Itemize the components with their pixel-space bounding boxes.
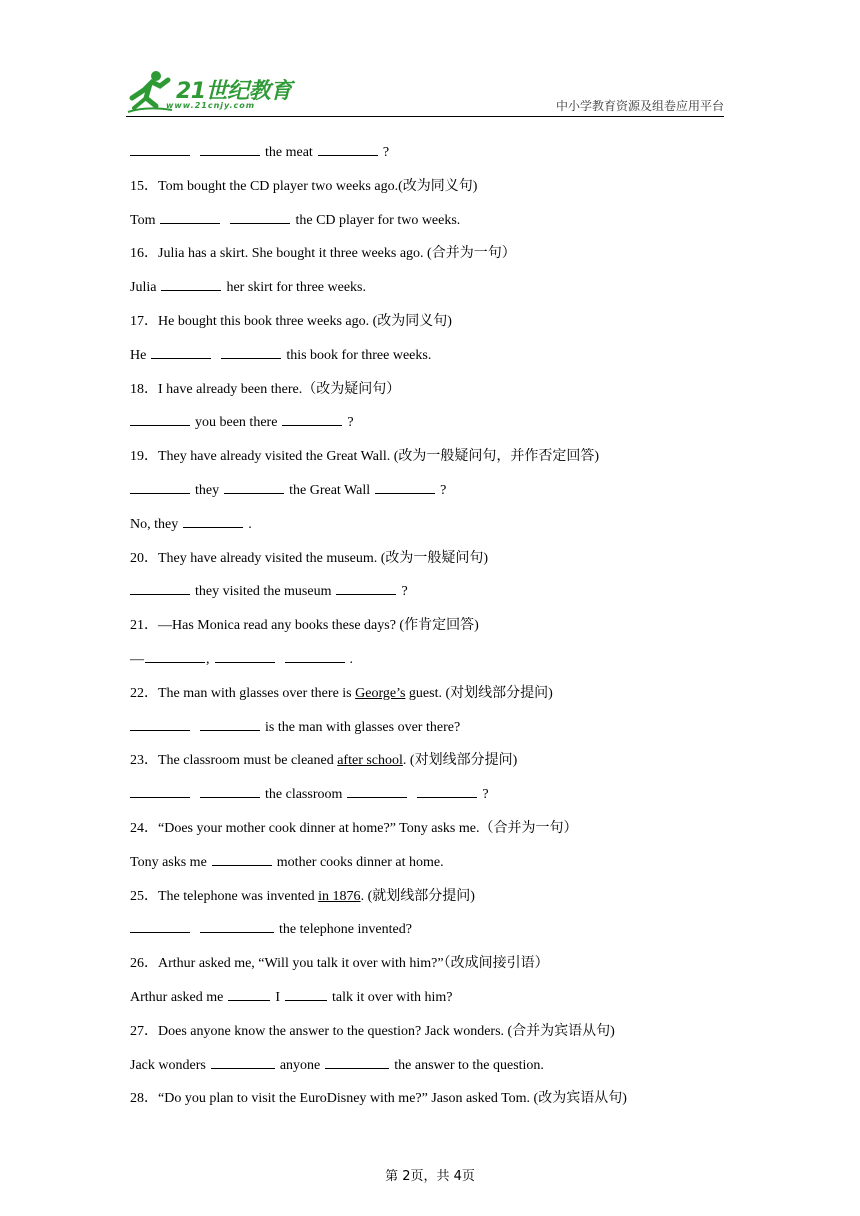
question-23	[130, 749, 730, 783]
underlined-text: in 1876	[318, 888, 361, 904]
line-text: the answer to the question.	[394, 1057, 544, 1073]
question-text: “Do you plan to visit the EuroDisney with me?” Jason asked Tom. (改为宾语从句)	[158, 1091, 627, 1107]
question-24	[130, 817, 730, 851]
line-text: He	[130, 347, 147, 363]
answer-line	[130, 648, 730, 682]
question-18	[130, 378, 730, 412]
line-text: Tony asks me	[130, 854, 207, 870]
answer-blank[interactable]	[130, 411, 190, 426]
question-number: 18．	[130, 381, 158, 397]
exercise-content	[130, 141, 730, 1121]
platform-title: 中小学教育资源及组卷应用平台	[555, 99, 724, 113]
punctuation: ?	[482, 787, 489, 803]
punctuation: ?	[347, 415, 354, 431]
answer-blank[interactable]	[230, 209, 290, 224]
line-text: mother cooks dinner at home.	[276, 854, 444, 870]
answer-line	[130, 851, 730, 885]
question-25	[130, 885, 730, 919]
answer-line	[130, 783, 730, 817]
punctuation: ?	[440, 482, 447, 498]
line-text: you been there	[195, 415, 278, 431]
answer-blank[interactable]	[183, 513, 243, 528]
line-text: is the man with glasses over there?	[265, 719, 461, 735]
question-16	[130, 242, 730, 276]
question-text: . (就划线部分提问)	[360, 888, 475, 904]
answer-blank[interactable]	[160, 209, 220, 224]
question-number: 21．	[130, 618, 158, 634]
question-20	[130, 547, 730, 581]
question-26	[130, 952, 730, 986]
answer-line	[130, 1054, 730, 1088]
line-text: No, they	[130, 516, 179, 532]
question-number: 15．	[130, 178, 158, 194]
question-28	[130, 1087, 730, 1121]
line-text: Julia	[130, 280, 157, 296]
answer-line	[130, 344, 730, 378]
punctuation: ,	[206, 651, 210, 667]
logo-text: 21世纪教育	[176, 79, 292, 104]
question-17	[130, 310, 730, 344]
answer-blank[interactable]	[417, 783, 477, 798]
question-text: They have already visited the museum. (改为一般疑问句)	[158, 550, 489, 566]
answer-blank[interactable]	[228, 986, 270, 1001]
answer-blank[interactable]	[130, 141, 190, 156]
answer-blank[interactable]	[200, 141, 260, 156]
underlined-text: George’s	[355, 685, 406, 701]
line-text: her skirt for three weeks.	[226, 280, 367, 296]
answer-blank[interactable]	[224, 479, 284, 494]
punctuation: ?	[382, 145, 390, 160]
answer-line	[130, 580, 730, 614]
question-27	[130, 1020, 730, 1054]
line-text: they	[195, 482, 220, 498]
answer-line	[130, 716, 730, 750]
question-number: 26．	[130, 956, 158, 972]
answer-blank[interactable]	[221, 344, 281, 359]
question-text: Tom bought the CD player two weeks ago.(改为同义句)	[158, 178, 478, 194]
question-text: . (对划线部分提问)	[402, 753, 518, 769]
question-number: 19．	[130, 449, 158, 465]
question-text: —Has Monica read any books these days? (作肯定回答)	[158, 618, 479, 634]
question-text: The classroom must be cleaned	[158, 753, 338, 769]
answer-line	[130, 918, 730, 952]
question-number: 27．	[130, 1023, 158, 1039]
line-text: the meat	[265, 145, 313, 160]
line-text: the telephone invented?	[279, 922, 412, 938]
page-header	[126, 68, 724, 117]
answer-blank[interactable]	[130, 783, 190, 798]
answer-blank[interactable]	[347, 783, 407, 798]
answer-blank[interactable]	[130, 580, 190, 595]
line-text: talk it over with him?	[331, 989, 453, 1005]
line-text: Arthur asked me	[130, 989, 224, 1005]
question-text: I have already been there.（改为疑问句）	[158, 381, 401, 397]
answer-line	[130, 276, 730, 310]
answer-blank[interactable]	[375, 479, 435, 494]
answer-blank[interactable]	[130, 716, 190, 731]
line-text: anyone	[279, 1057, 321, 1073]
answer-blank[interactable]	[145, 648, 205, 663]
answer-blank[interactable]	[285, 648, 345, 663]
answer-blank[interactable]	[200, 918, 274, 933]
question-number: 23．	[130, 753, 158, 769]
answer-blank[interactable]	[285, 986, 327, 1001]
answer-blank[interactable]	[200, 716, 260, 731]
line-text: —	[130, 651, 144, 667]
question-22	[130, 682, 730, 716]
question-number: 16．	[130, 246, 158, 262]
question-text: guest. (对划线部分提问)	[405, 685, 553, 701]
answer-blank[interactable]	[151, 344, 211, 359]
logo-url: www.21cnjy.com	[166, 101, 256, 110]
question-number: 24．	[130, 820, 158, 836]
question-text: The man with glasses over there is	[158, 685, 356, 701]
answer-blank[interactable]	[130, 479, 190, 494]
question-number: 17．	[130, 313, 158, 329]
answer-line	[130, 209, 730, 243]
question-19	[130, 445, 730, 479]
answer-blank[interactable]	[130, 918, 190, 933]
answer-blank[interactable]	[200, 783, 260, 798]
answer-blank[interactable]	[161, 276, 221, 291]
answer-blank[interactable]	[282, 411, 342, 426]
line-text: I	[275, 989, 280, 1005]
line-text: they visited the museum	[195, 584, 332, 600]
question-number: 20．	[130, 550, 158, 566]
answer-line	[130, 411, 730, 445]
line-text: the Great Wall	[289, 482, 371, 498]
punctuation: ?	[401, 584, 408, 600]
question-text: Does anyone know the answer to the question? Jack wonders. (合并为宾语从句)	[158, 1023, 615, 1039]
line-text: the classroom	[265, 787, 343, 803]
underlined-text: after school	[337, 753, 403, 769]
punctuation: .	[248, 516, 252, 532]
line-text: this book for three weeks.	[286, 347, 432, 363]
punctuation: .	[349, 651, 353, 667]
answer-line	[130, 479, 730, 513]
question-number: 25．	[130, 888, 158, 904]
answer-line	[130, 141, 730, 175]
question-number: 22．	[130, 685, 158, 701]
logo	[126, 68, 296, 114]
answer-blank[interactable]	[211, 1054, 275, 1069]
page-footer: 第 2页，共 4页	[385, 1169, 475, 1184]
question-text: “Does your mother cook dinner at home?” Tony asks me.（合并为一句）	[158, 820, 578, 836]
line-text: Tom	[130, 212, 156, 228]
answer-line	[130, 986, 730, 1020]
answer-blank[interactable]	[212, 851, 272, 866]
answer-line	[130, 513, 730, 547]
answer-blank[interactable]	[325, 1054, 389, 1069]
line-text: the CD player for two weeks.	[295, 212, 461, 228]
question-21	[130, 614, 730, 648]
question-text: He bought this book three weeks ago. (改为同义句)	[158, 313, 452, 329]
answer-blank[interactable]	[318, 141, 378, 156]
answer-blank[interactable]	[336, 580, 396, 595]
question-text: Julia has a skirt. She bought it three weeks ago. (合并为一句）	[158, 246, 516, 262]
question-text: They have already visited the Great Wall. (改为一般疑问句，并作否定回答)	[158, 449, 600, 465]
question-text: The telephone was invented	[158, 888, 319, 904]
question-text: Arthur asked me, “Will you talk it over with him?”（改成间接引语）	[158, 956, 549, 972]
question-15	[130, 175, 730, 209]
line-text: Jack wonders	[130, 1057, 206, 1073]
answer-blank[interactable]	[215, 648, 275, 663]
question-number: 28．	[130, 1091, 158, 1107]
